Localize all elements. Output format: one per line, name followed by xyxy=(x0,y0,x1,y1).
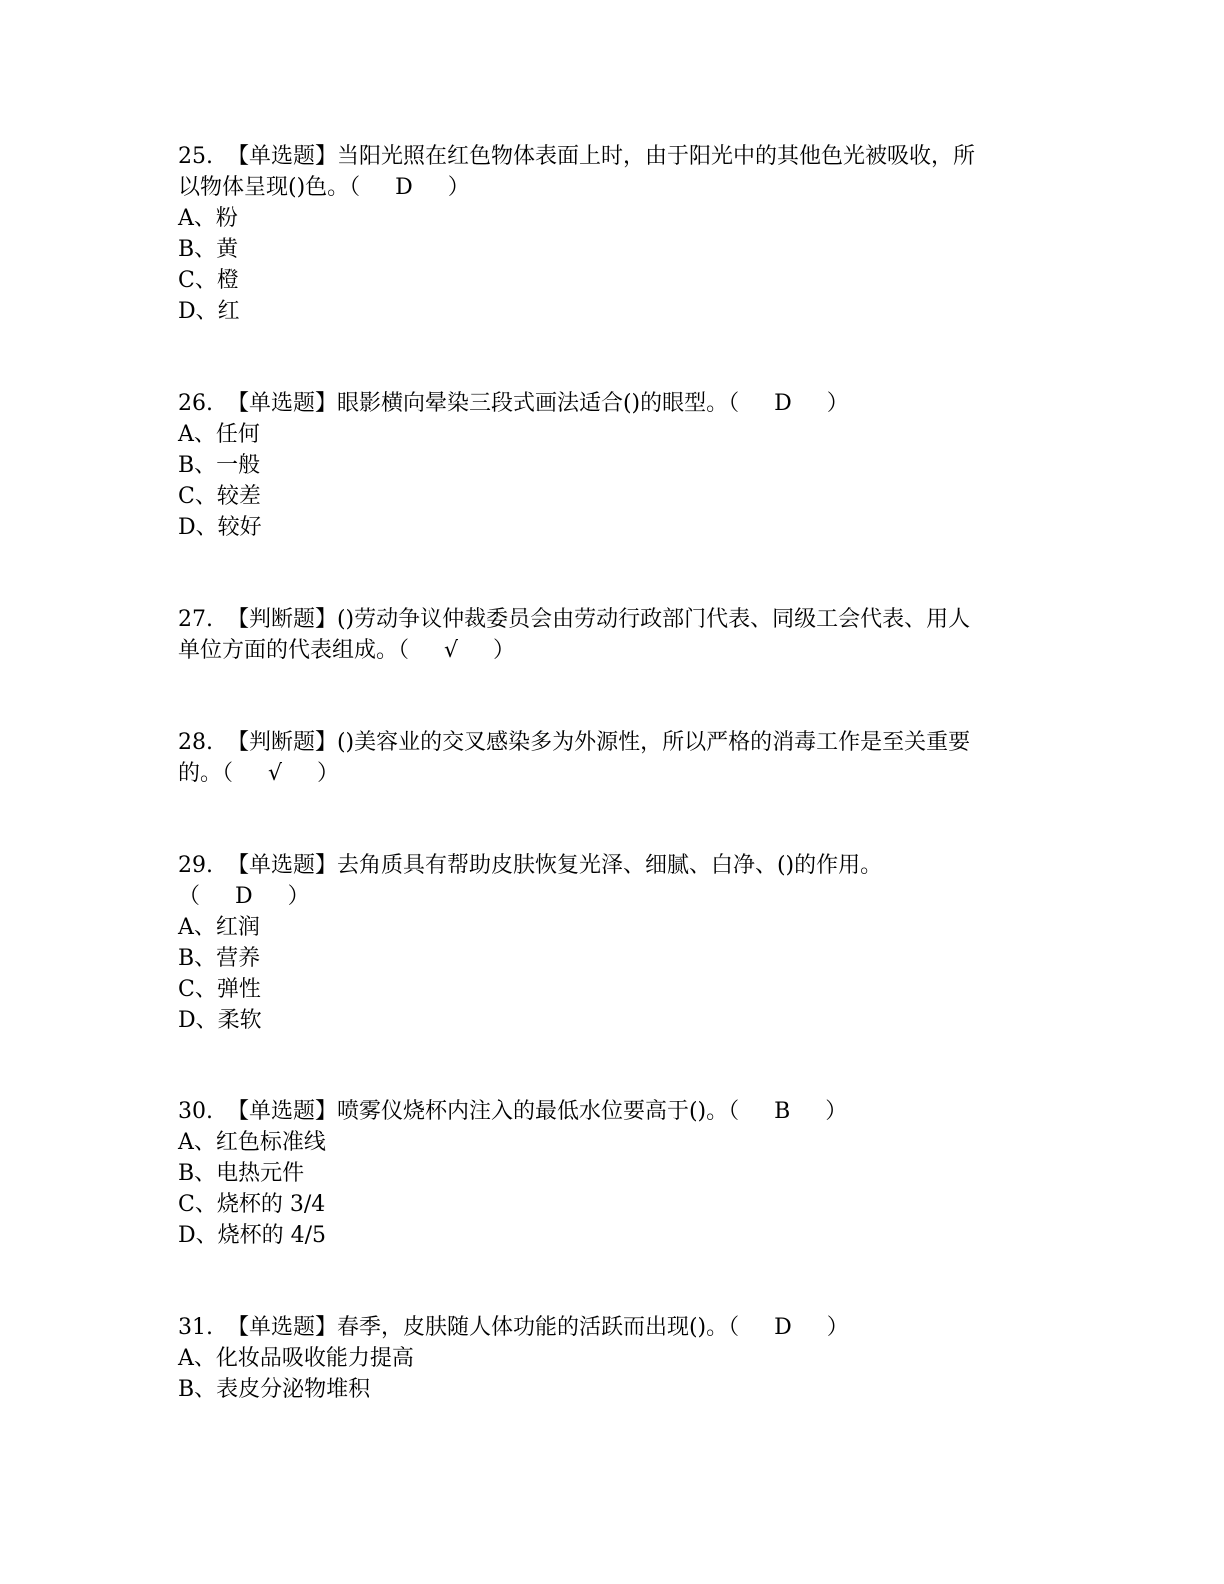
answer-option: B、表皮分泌物堆积 xyxy=(178,1377,371,1402)
question-26 xyxy=(178,388,1048,543)
question-text: 29. 【单选题】去角质具有帮助皮肤恢复光泽、细腻、白净、()的作用。 xyxy=(178,853,883,878)
question-text: 25. 【单选题】当阳光照在红色物体表面上时，由于阳光中的其他色光被吸收，所 xyxy=(178,144,975,169)
answer-option: A、化妆品吸收能力提高 xyxy=(178,1346,414,1371)
question-text: 以物体呈现()色。（ D ） xyxy=(178,175,470,200)
question-text: 30. 【单选题】喷雾仪烧杯内注入的最低水位要高于()。（ B ） xyxy=(178,1099,848,1124)
question-25 xyxy=(178,141,1048,327)
answer-option: A、红润 xyxy=(178,915,260,940)
question-text: 26. 【单选题】眼影横向晕染三段式画法适合()的眼型。（ D ） xyxy=(178,391,849,416)
answer-option: C、烧杯的 3/4 xyxy=(178,1192,326,1217)
answer-option: D、柔软 xyxy=(178,1008,262,1033)
answer-option: C、较差 xyxy=(178,484,261,509)
answer-option: B、一般 xyxy=(178,453,261,478)
question-text: 31. 【单选题】春季，皮肤随人体功能的活跃而出现()。（ D ） xyxy=(178,1315,849,1340)
question-28 xyxy=(178,727,1048,789)
answer-option: B、黄 xyxy=(178,237,239,262)
answer-option: C、橙 xyxy=(178,268,239,293)
question-31 xyxy=(178,1312,1048,1405)
question-text: 单位方面的代表组成。（ √ ） xyxy=(178,638,515,663)
answer-option: A、任何 xyxy=(178,422,260,447)
question-text: 27. 【判断题】()劳动争议仲裁委员会由劳动行政部门代表、同级工会代表、用人 xyxy=(178,607,971,632)
answer-option: A、红色标准线 xyxy=(178,1130,326,1155)
question-30 xyxy=(178,1096,1048,1251)
answer-option: C、弹性 xyxy=(178,977,261,1002)
question-text: （ D ） xyxy=(178,884,310,909)
answer-option: D、较好 xyxy=(178,515,262,540)
question-text: 的。（ √ ） xyxy=(178,761,339,786)
answer-option: A、粉 xyxy=(178,206,238,231)
question-29 xyxy=(178,850,1048,1036)
question-text: 28. 【判断题】()美容业的交叉感染多为外源性，所以严格的消毒工作是至关重要 xyxy=(178,730,971,755)
answer-option: B、电热元件 xyxy=(178,1161,305,1186)
answer-option: D、红 xyxy=(178,299,240,324)
answer-option: B、营养 xyxy=(178,946,261,971)
question-27 xyxy=(178,604,1048,666)
answer-option: D、烧杯的 4/5 xyxy=(178,1223,327,1248)
